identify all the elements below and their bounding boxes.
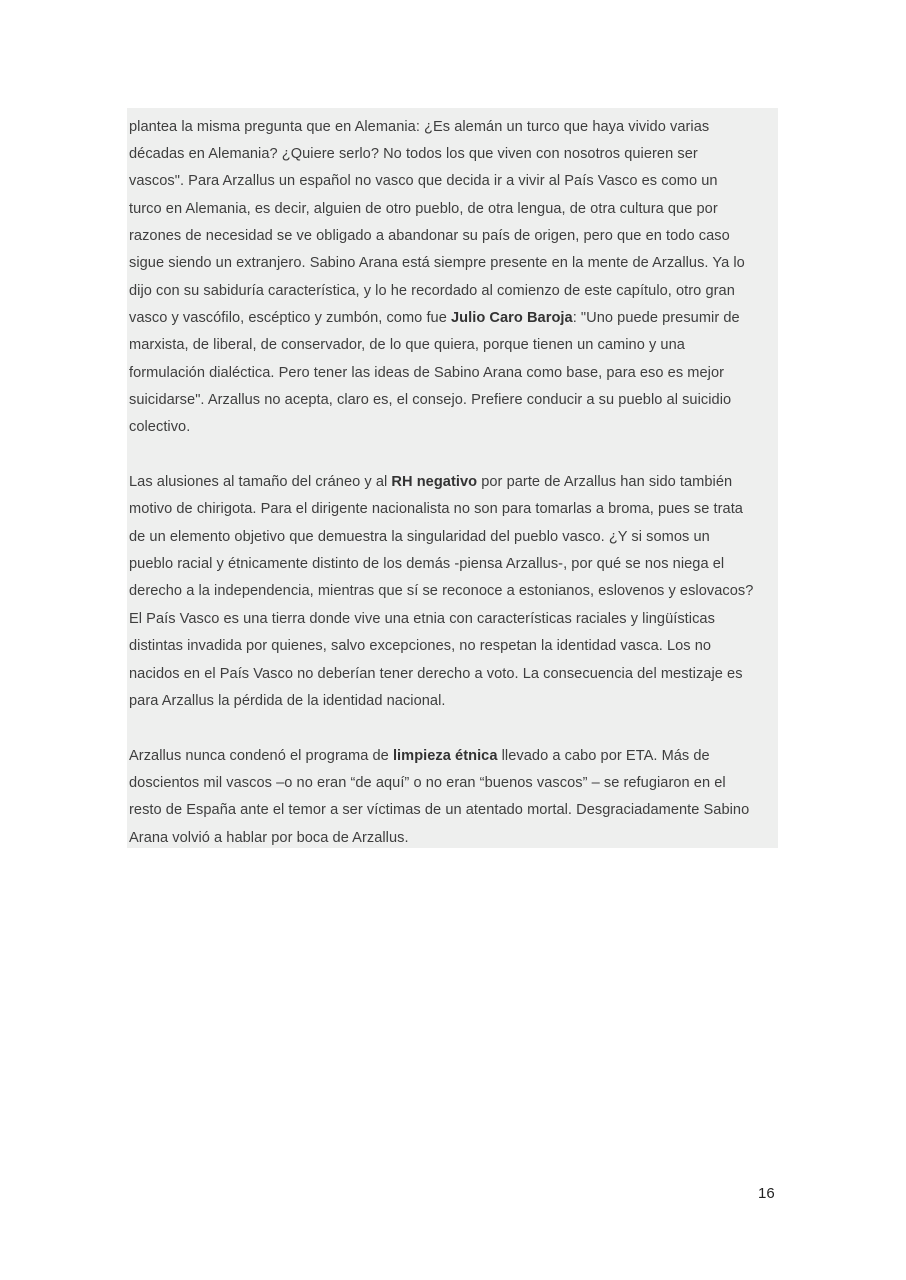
text-line bbox=[129, 141, 698, 168]
text-segment: formulación dialéctica. Pero tener las ideas de Sabino Arana como base, para eso es mejor bbox=[129, 364, 725, 381]
text-segment: motivo de chirigota. Para el dirigente nacionalista no son para tomarlas a broma, pues se trata bbox=[129, 501, 743, 518]
text-line bbox=[129, 250, 745, 277]
text-line bbox=[129, 825, 409, 852]
text-segment: pueblo racial y étnicamente distinto de los demás -piensa Arzallus-, por qué se nos niega el bbox=[129, 556, 725, 573]
text-line bbox=[129, 496, 743, 523]
text-segment: plantea la misma pregunta que en Alemania: ¿Es alemán un turco que haya vivido varias bbox=[129, 118, 710, 135]
bold-term: Julio Caro Baroja bbox=[451, 309, 573, 326]
text-segment: décadas en Alemania? ¿Quiere serlo? No todos los que viven con nosotros quieren ser bbox=[129, 145, 698, 162]
text-line bbox=[129, 578, 753, 605]
text-segment: sigue siendo un extranjero. Sabino Arana está siempre presente en la mente de Arzallus. Ya lo bbox=[129, 255, 745, 272]
text-segment: El País Vasco es una tierra donde vive una etnia con características raciales y lingüísticas bbox=[129, 610, 715, 627]
text-segment: marxista, de liberal, de conservador, de lo que quiera, porque tienen un camino y una bbox=[129, 337, 685, 354]
text-segment: vascos". Para Arzallus un español no vasco que decida ir a vivir al País Vasco es como un bbox=[129, 173, 718, 190]
text-line bbox=[129, 414, 190, 441]
text-segment: dijo con su sabiduría característica, y lo he recordado al comienzo de este capítulo, otro gran bbox=[129, 282, 735, 299]
text-line bbox=[129, 168, 718, 195]
text-segment: para Arzallus la pérdida de la identidad nacional. bbox=[129, 692, 446, 709]
text-line bbox=[129, 743, 710, 770]
text-line bbox=[129, 688, 445, 715]
text-line bbox=[129, 114, 709, 141]
text-line bbox=[129, 606, 715, 633]
highlighted-text-block bbox=[127, 108, 778, 848]
text-line bbox=[129, 332, 685, 359]
text-segment: de un elemento objetivo que demuestra la singularidad del pueblo vasco. ¿Y si somos un bbox=[129, 528, 710, 545]
text-line bbox=[129, 661, 743, 688]
text-line bbox=[129, 551, 724, 578]
text-line bbox=[129, 360, 724, 387]
text-line bbox=[129, 278, 735, 305]
bold-term: limpieza étnica bbox=[392, 747, 498, 764]
text-segment: colectivo. bbox=[129, 419, 191, 436]
text-segment: Arana volvió a hablar por boca de Arzallus. bbox=[129, 829, 409, 846]
text-segment: Las alusiones al tamaño del cráneo y al bbox=[129, 474, 392, 491]
text-segment: resto de España ante el temor a ser víctimas de un atentado mortal. Desgraciadamente Sabino bbox=[129, 802, 750, 819]
text-segment: turco en Alemania, es decir, alguien de otro pueblo, de otra lengua, de otra cultura que por bbox=[129, 200, 718, 217]
text-line bbox=[129, 469, 732, 496]
text-segment: doscientos mil vascos –o no eran “de aquí” o no eran “buenos vascos” – se refugiaron en el bbox=[129, 774, 726, 791]
text-segment: razones de necesidad se ve obligado a abandonar su país de origen, pero que en todo caso bbox=[129, 227, 730, 244]
text-segment: llevado a cabo por ETA. Más de bbox=[497, 747, 710, 764]
text-line bbox=[129, 223, 730, 250]
bold-term: RH negativo bbox=[391, 474, 478, 491]
text-segment: : "Uno puede presumir de bbox=[572, 309, 740, 326]
text-segment: Arzallus nunca condenó el programa de bbox=[129, 747, 393, 764]
page-number: 16 bbox=[758, 1185, 775, 1202]
text-line bbox=[129, 797, 749, 824]
text-line bbox=[129, 196, 718, 223]
text-line bbox=[129, 387, 731, 414]
text-segment: vasco y vascófilo, escéptico y zumbón, como fue bbox=[129, 309, 451, 326]
text-line bbox=[129, 770, 726, 797]
text-line bbox=[129, 633, 711, 660]
text-segment: nacidos en el País Vasco no deberían tener derecho a voto. La consecuencia del mestizaje es bbox=[129, 665, 743, 682]
text-segment: derecho a la independencia, mientras que sí se reconoce a estonianos, eslovenos y eslovacos? bbox=[129, 583, 754, 600]
text-segment: por parte de Arzallus han sido también bbox=[477, 474, 733, 491]
text-line bbox=[129, 305, 740, 332]
text-segment: suicidarse". Arzallus no acepta, claro es, el consejo. Prefiere conducir a su pueblo al suicidio bbox=[129, 392, 732, 408]
text-segment: distintas invadida por quienes, salvo excepciones, no respetan la identidad vasca. Los no bbox=[129, 638, 712, 655]
text-line bbox=[129, 524, 710, 551]
